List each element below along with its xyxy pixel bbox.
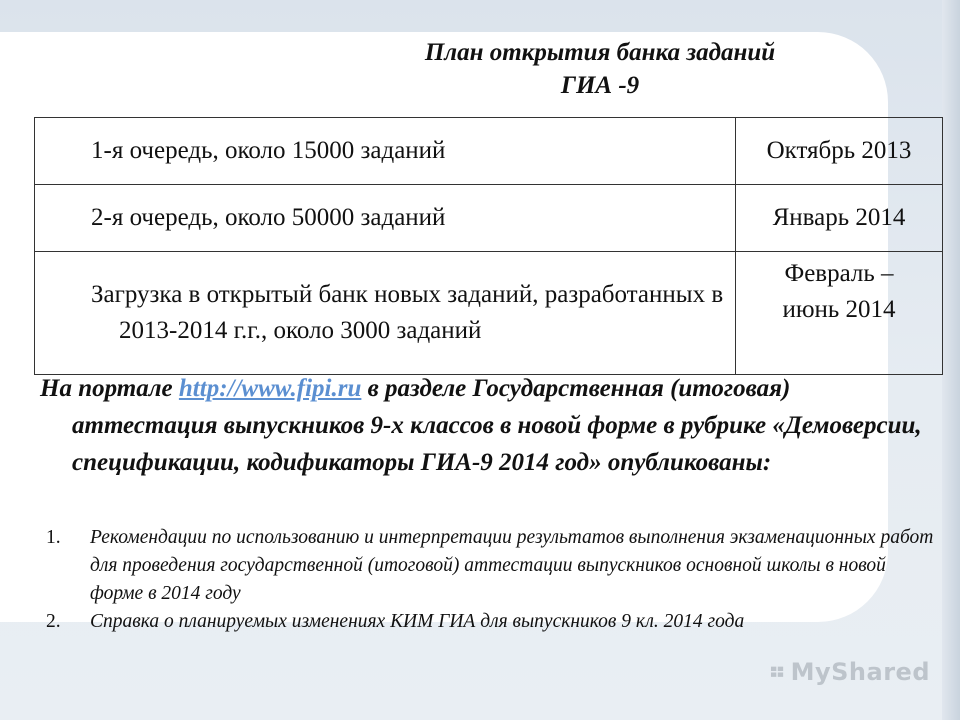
documents-list <box>40 524 940 636</box>
date-cell: Октябрь 2013 <box>736 118 943 185</box>
plan-table <box>34 117 943 375</box>
stage-cell: Загрузка в открытый банк новых заданий, разработанных в 2013-2014 г.г., около 3000 заданий <box>35 252 736 375</box>
date-line-1: Февраль – <box>784 260 894 287</box>
title-line-2: ГИА -9 <box>560 72 640 99</box>
portal-prefix: На портале <box>40 375 179 402</box>
myshared-logo-icon <box>770 657 785 687</box>
date-line-2: июнь 2014 <box>782 296 896 323</box>
table-row <box>35 118 943 185</box>
table-row <box>35 185 943 252</box>
list-item <box>40 608 940 636</box>
decorative-stripe <box>942 0 960 720</box>
watermark <box>770 652 930 692</box>
date-cell <box>736 252 943 375</box>
title-line-1: План открытия банка заданий <box>424 39 776 66</box>
date-cell: Январь 2014 <box>736 185 943 252</box>
list-item-text: Рекомендации по использованию и интерпретации результатов выполнения экзаменационных работ для проведения государственной (итоговой) аттестации выпускников основной школы в новой форме в 2014 году <box>90 527 934 604</box>
list-item-text: Справка о планируемых изменениях КИМ ГИА для выпускников 9 кл. 2014 года <box>90 611 745 632</box>
table-row <box>35 252 943 375</box>
portal-suffix: в разделе Государственная (итоговая) аттестация выпускников 9-х классов в новой форме в рубрике «Демоверсии, спецификации, кодификаторы ГИА-9 2014 год» опубликованы: <box>72 375 922 476</box>
list-item <box>40 524 940 608</box>
page-title <box>330 36 870 102</box>
stage-cell: 2-я очередь, около 50000 заданий <box>35 185 736 252</box>
list-number: 1. <box>46 527 61 548</box>
list-number: 2. <box>46 611 61 632</box>
stage-cell: 1-я очередь, около 15000 заданий <box>35 118 736 185</box>
portal-paragraph <box>40 370 932 481</box>
fipi-link[interactable]: http://www.fipi.ru <box>178 375 362 402</box>
watermark-text: MyShared <box>790 658 930 686</box>
